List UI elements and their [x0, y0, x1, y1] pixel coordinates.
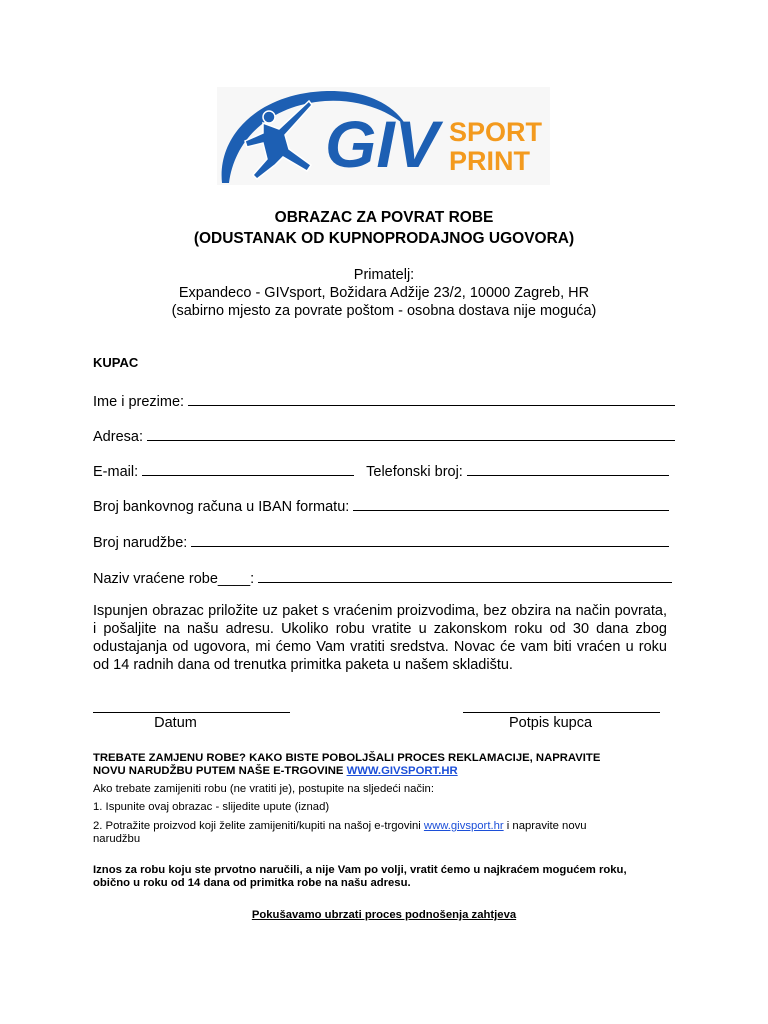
order-row	[93, 531, 675, 551]
order-label: Broj narudžbe:	[93, 535, 188, 551]
recipient-address: Expandeco - GIVsport, Božidara Adžije 23/2, 10000 Zagreb, HR	[178, 285, 590, 301]
date-line[interactable]	[93, 712, 290, 713]
email-label: E-mail:	[93, 464, 139, 480]
phone-field[interactable]	[467, 460, 669, 476]
givsport-logo	[217, 87, 550, 185]
name-label: Ime i prezime:	[93, 394, 185, 410]
signature-line[interactable]	[463, 712, 660, 713]
recipient-label: Primatelj:	[353, 267, 415, 283]
form-subtitle: (ODUSTANAK OD KUPNOPRODAJNOG UGOVORA)	[193, 230, 575, 247]
exchange-step-1: 1. Ispunite ovaj obrazac - slijedite upute (iznad)	[93, 801, 330, 813]
item-field[interactable]	[258, 567, 672, 583]
address-label: Adresa:	[93, 429, 143, 445]
order-field[interactable]	[191, 531, 669, 547]
name-row	[93, 390, 675, 410]
exchange-heading-text: TREBATE ZAMJENU ROBE? KAKO BISTE POBOLJŠALI PROCES REKLAMACIJE, NAPRAVITE NOVU NARUDŽBU PUTEM NAŠE E-TRGOVINE	[93, 752, 601, 777]
email-field[interactable]	[142, 460, 354, 476]
svg-text:SPORT: SPORT	[449, 117, 543, 147]
iban-label: Broj bankovnog računa u IBAN formatu:	[93, 499, 350, 515]
address-field[interactable]	[147, 425, 675, 441]
address-row	[93, 425, 675, 445]
step-2-suffix: i napravite novu narudžbu	[93, 820, 587, 845]
footer-note: Pokušavamo ubrzati proces podnošenja zahtjeva	[251, 909, 517, 921]
item-row	[93, 567, 675, 587]
instructions-paragraph: Ispunjen obrazac priložite uz paket s vraćenim proizvodima, bez obzira na način povrata, i pošaljite na našu adresu. Ukoliko robu vratite u zakonskom roku od 30 dana zbog odustajanja od ugovora, mi ćemo Vam vratiti sredstva. Novac će vam biti vraćen u roku od 14 radnih dana od trenutka primitka paketa u našem skladištu.	[93, 603, 667, 673]
contact-row	[93, 460, 675, 480]
form-title: OBRAZAC ZA POVRAT ROBE	[274, 209, 494, 226]
item-label: Naziv vraćene robe____:	[93, 571, 255, 587]
iban-row	[93, 495, 675, 515]
exchange-step-2	[93, 820, 633, 846]
phone-label: Telefonski broj:	[366, 464, 463, 480]
buyer-heading: KUPAC	[93, 355, 139, 370]
svg-text:PRINT: PRINT	[449, 146, 530, 176]
svg-text:GIV: GIV	[325, 107, 439, 181]
givsport-shop-link[interactable]: WWW.GIVSPORT.HR	[346, 765, 458, 777]
refund-note: Iznos za robu koju ste prvotno naručili, a nije Vam po volji, vratit ćemo u najkraćem mogućem roku, obično u roku od 14 dana od primitka robe na našu adresu.	[93, 864, 627, 889]
signature-label: Potpis kupca	[508, 715, 593, 731]
name-field[interactable]	[188, 390, 675, 406]
givsport-link[interactable]: www.givsport.hr	[423, 820, 504, 832]
exchange-heading	[93, 752, 633, 778]
step-2-prefix: 2. Potražite proizvod koji želite zamijeniti/kupiti na našoj e-trgovini	[93, 820, 424, 832]
date-label: Datum	[154, 715, 197, 731]
iban-field[interactable]	[353, 495, 669, 511]
exchange-intro: Ako trebate zamijeniti robu (ne vratiti je), postupite na sljedeći način:	[93, 783, 434, 795]
recipient-note: (sabirno mjesto za povrate poštom - osobna dostava nije moguća)	[171, 303, 597, 319]
